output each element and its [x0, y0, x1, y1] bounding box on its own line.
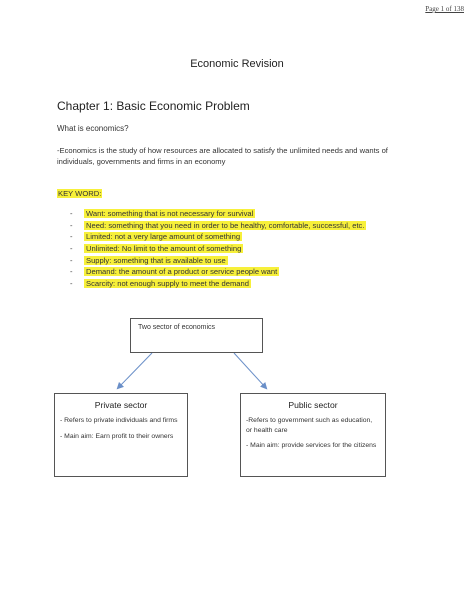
private-sector-box — [54, 393, 188, 477]
keyword-item: - Scarcity: not enough supply to meet the demand — [70, 278, 249, 288]
keyword-item: - Want: something that is not necessary for survival — [70, 209, 254, 219]
document-title: Economic Revision — [190, 58, 284, 70]
keyword-text: Want: something that is not necessary for survival — [86, 209, 254, 219]
question-text: What is economics? — [57, 124, 129, 133]
keyword-item: - Supply: something that is available to use — [70, 255, 226, 265]
economy-sectors-box — [130, 318, 263, 353]
keyword-label: KEY WORD: — [58, 189, 102, 198]
chapter-heading: Chapter 1: Basic Economic Problem — [57, 99, 250, 113]
public-sector-box — [240, 393, 386, 477]
keyword-text: Scarcity: not enough supply to meet the demand — [86, 278, 249, 288]
economy-sectors-label: Two sector of economics — [138, 324, 216, 331]
keyword-item: - Unlimited: No limit to the amount of something — [70, 244, 242, 254]
keyword-text: Limited: not a very large amount of something — [86, 232, 241, 242]
private-sector-point: - Refers to private individuals and firms — [60, 417, 178, 424]
public-sector-heading: Public sector — [288, 400, 338, 410]
definition-paragraph: -Economics is the study of how resources are allocated to satisfy the unlimited needs and wants of individuals, governments and firms in an economy — [57, 146, 388, 166]
public-sector-point: -Refers to government such as education, or health care — [246, 417, 373, 434]
keyword-text: Demand: the amount of a product or service people want — [86, 267, 278, 277]
keyword-text: Unlimited: No limit to the amount of something — [86, 244, 242, 254]
keyword-text: Need: something that you need in order to be healthy, comfortable, successful, etc. — [86, 220, 365, 230]
page-number: Page 1 of 138 — [425, 5, 464, 13]
private-sector-point: - Main aim: Earn profit to their owners — [60, 432, 174, 440]
public-sector-point: - Main aim: provide services for the citizens — [246, 442, 377, 449]
keyword-item: - Limited: not a very large amount of something — [70, 232, 241, 242]
arrow-to-private-icon — [118, 353, 152, 388]
keyword-text: Supply: something that is available to use — [86, 255, 226, 265]
private-sector-heading: Private sector — [94, 400, 148, 410]
keyword-item: - Need: something that you need in order to be healthy, comfortable, successful, etc. — [70, 220, 365, 230]
keyword-item: - Demand: the amount of a product or service people want — [70, 267, 278, 277]
arrow-to-public-icon — [234, 353, 266, 388]
